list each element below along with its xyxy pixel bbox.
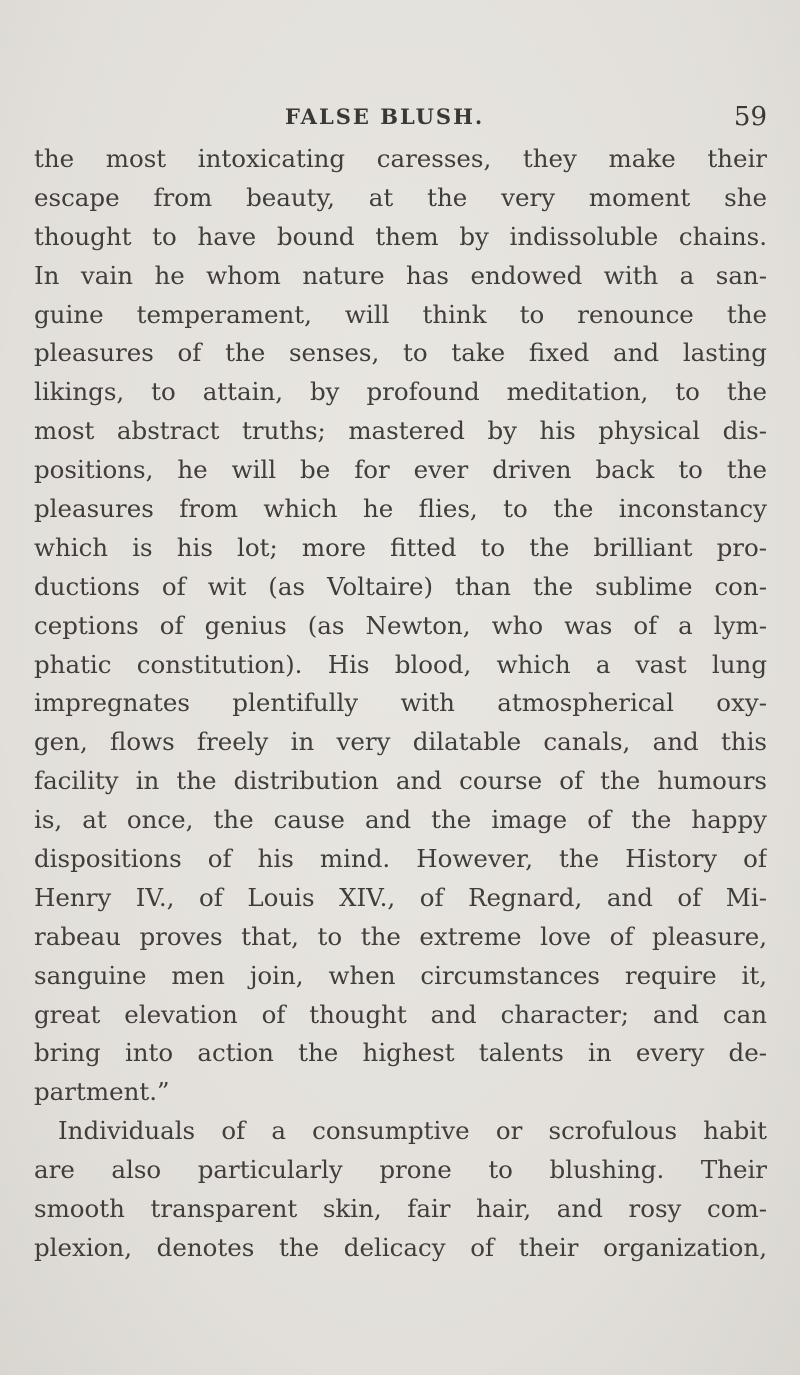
text-line: ceptions of genius (as Newton, who was of a lym-: [34, 610, 767, 640]
text-line: thought to have bound them by indissoluble chains.: [34, 221, 767, 251]
text-line: Henry IV., of Louis XIV., of Regnard, and of Mi-: [34, 882, 767, 912]
paragraph-start-line: Individuals of a consumptive or scrofulous habit: [58, 1116, 767, 1146]
page-number: 59: [733, 102, 767, 132]
text-line: In vain he whom nature has endowed with a san-: [34, 260, 767, 290]
text-line: bring into action the highest talents in every de-: [34, 1038, 767, 1068]
running-head: [0, 104, 800, 134]
text-line: the most intoxicating caresses, they make their: [34, 144, 767, 173]
paragraph-end-line: partment.”: [34, 1077, 170, 1107]
text-line: gen, flows freely in very dilatable canals, and this: [34, 727, 767, 757]
text-line: plexion, denotes the delicacy of their organization,: [34, 1232, 767, 1262]
text-line: impregnates plentifully with atmospherical oxy-: [34, 688, 767, 718]
text-line: are also particularly prone to blushing. Their: [34, 1155, 767, 1185]
text-line: positions, he will be for ever driven back to the: [34, 455, 767, 485]
text-line: is, at once, the cause and the image of the happy: [34, 805, 767, 835]
text-line: sanguine men join, when circumstances require it,: [34, 960, 767, 990]
text-line: escape from beauty, at the very moment she: [34, 182, 767, 212]
running-head-title: FALSE BLUSH.: [285, 104, 485, 129]
text-line: smooth transparent skin, fair hair, and rosy com-: [34, 1194, 767, 1224]
text-line: rabeau proves that, to the extreme love of pleasure,: [34, 921, 767, 951]
text-line: pleasures from which he flies, to the inconstancy: [34, 494, 767, 524]
text-line: which is his lot; more fitted to the brilliant pro-: [34, 532, 767, 562]
text-line: likings, to attain, by profound meditation, to the: [34, 377, 767, 407]
text-line: dispositions of his mind. However, the History of: [34, 844, 767, 874]
text-line: pleasures of the senses, to take fixed and lasting: [34, 338, 767, 368]
text-line: facility in the distribution and course of the humours: [34, 766, 767, 796]
text-line: ductions of wit (as Voltaire) than the sublime con-: [34, 571, 767, 601]
text-line: most abstract truths; mastered by his physical dis-: [34, 416, 767, 446]
text-line: guine temperament, will think to renounce the: [34, 299, 767, 329]
text-line: phatic constitution). His blood, which a vast lung: [34, 649, 767, 679]
text-line: great elevation of thought and character; and can: [34, 999, 767, 1029]
body-text: [34, 140, 767, 1268]
